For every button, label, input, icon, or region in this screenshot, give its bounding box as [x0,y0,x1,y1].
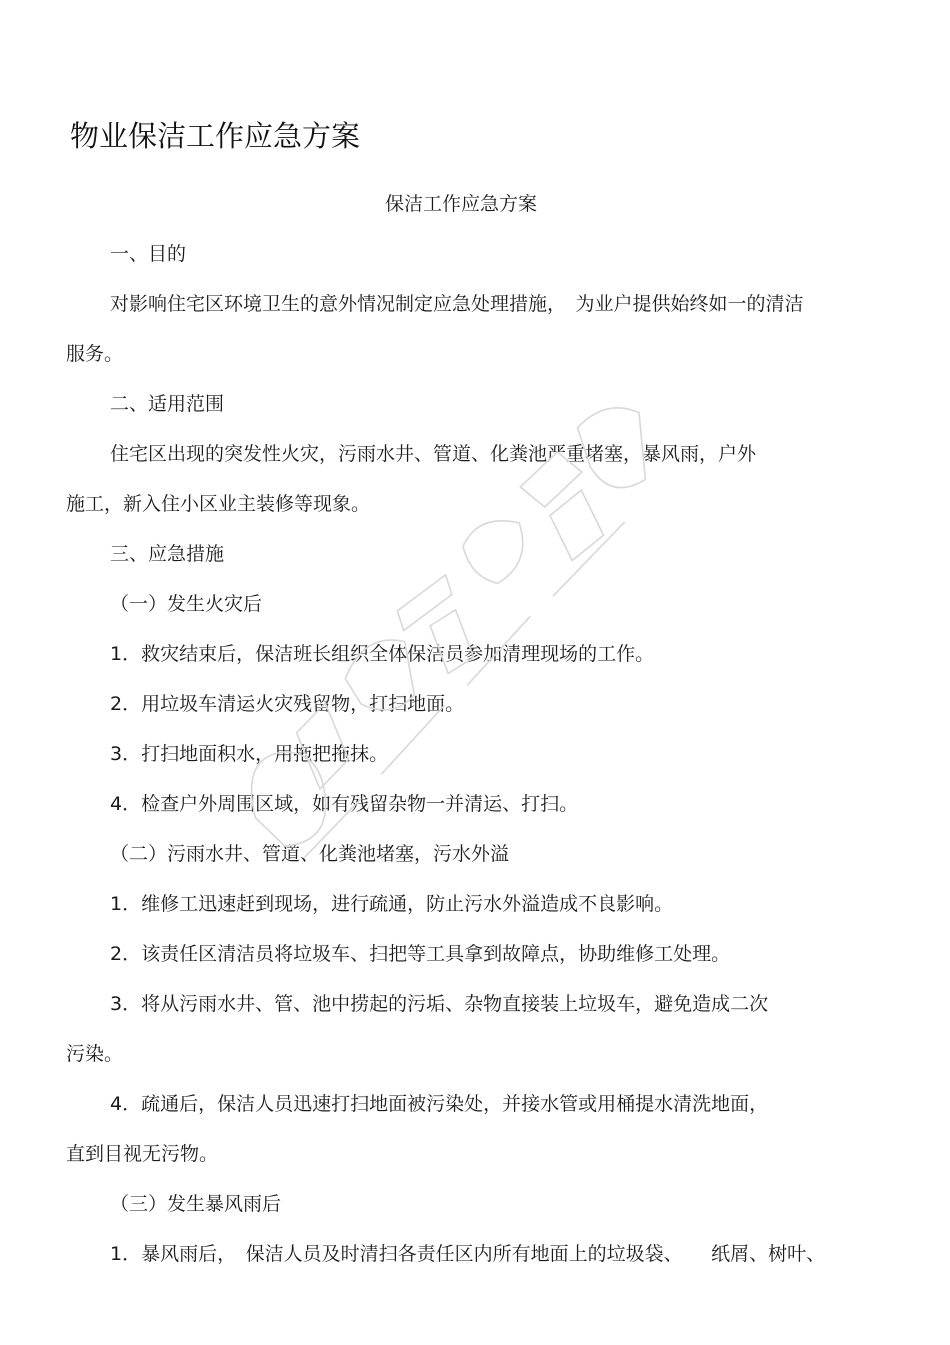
paragraph-scope-line2: 施工，新入住小区业主装修等现象。 [66,493,371,515]
subsection-heading-blockage: （二）污雨水井、管道、化粪池堵塞，污水外溢 [110,843,510,865]
section-heading-scope: 二、适用范围 [110,393,225,415]
list-item-fire-3: 3．打扫地面积水，用拖把拖抹。 [110,743,389,765]
document-subtitle: 保洁工作应急方案 [385,193,538,215]
paragraph-purpose-line2: 服务。 [66,343,124,365]
list-item-fire-1: 1．救灾结束后，保洁班长组织全体保洁员参加清理现场的工作。 [110,643,655,665]
list-item-blockage-1: 1．维修工迅速赶到现场，进行疏通，防止污水外溢造成不良影响。 [110,893,674,915]
list-item-fire-4: 4．检查户外周围区域，如有残留杂物一并清运、打扫。 [110,793,579,815]
subsection-heading-fire: （一）发生火灾后 [110,593,263,615]
list-item-blockage-3-line1: 3．将从污雨水井、管、池中捞起的污垢、杂物直接装上垃圾车，避免造成二次 [110,993,769,1015]
document-title: 物业保洁工作应急方案 [70,119,361,153]
list-item-blockage-4-line2: 直到目视无污物。 [66,1143,219,1165]
list-item-blockage-3-line2: 污染。 [66,1043,124,1065]
list-item-blockage-4-line1: 4．疏通后，保洁人员迅速打扫地面被污染处，并接水管或用桶提水清洗地面， [110,1093,769,1115]
section-heading-purpose: 一、目的 [110,243,187,265]
paragraph-purpose-line1: 对影响住宅区环境卫生的意外情况制定应急处理措施， 为业户提供始终如一的清洁 [110,293,804,315]
list-item-fire-2: 2．用垃圾车清运火灾残留物，打扫地面。 [110,693,465,715]
paragraph-scope-line1: 住宅区出现的突发性火灾，污雨水井、管道、化粪池严重堵塞，暴风雨，户外 [110,443,757,465]
list-item-storm-1: 1．暴风雨后， 保洁人员及时清扫各责任区内所有地面上的垃圾袋、 纸屑、树叶、 [110,1243,826,1265]
subsection-heading-storm: （三）发生暴风雨后 [110,1193,282,1215]
list-item-blockage-2: 2．该责任区清洁员将垃圾车、扫把等工具拿到故障点，协助维修工处理。 [110,943,731,965]
section-heading-measures: 三、应急措施 [110,543,225,565]
